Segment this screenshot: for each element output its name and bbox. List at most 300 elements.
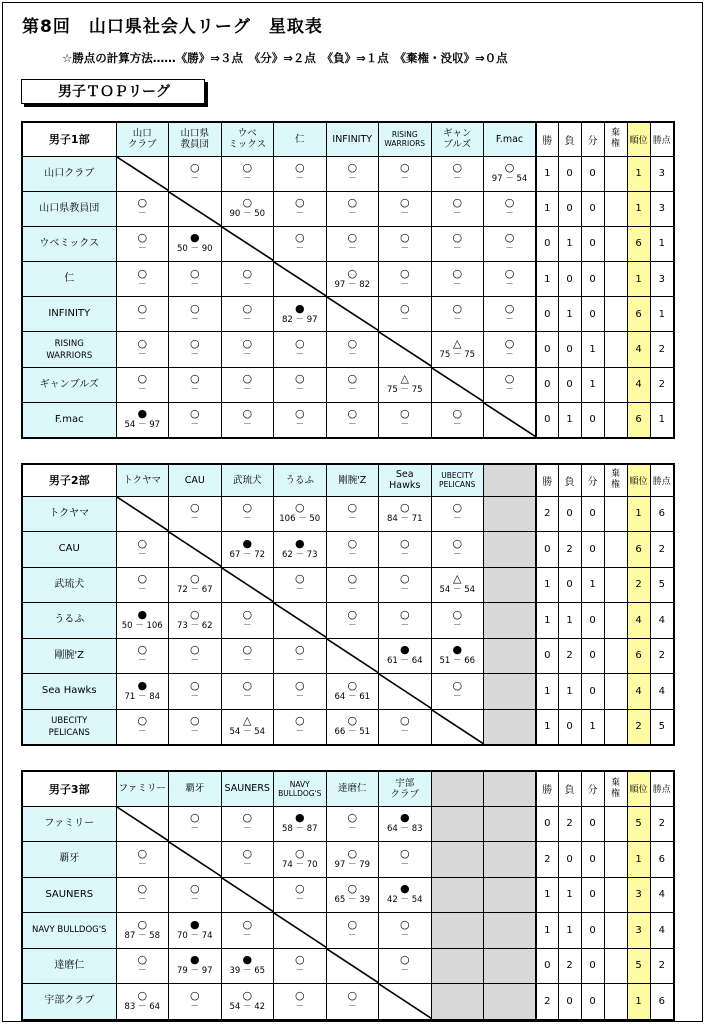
match-score: － [242, 350, 252, 361]
match-score: － [295, 385, 304, 396]
win-mark: ○ [294, 501, 305, 515]
rank-value: 6 [627, 532, 650, 568]
match-result-cell [326, 842, 379, 878]
loss-mark: ● [189, 231, 200, 245]
self-match-cell [431, 709, 484, 745]
match-score: 87 － 58 [124, 930, 161, 941]
rank-value: 6 [627, 402, 650, 438]
match-result-cell [379, 842, 432, 878]
team-row [22, 948, 674, 984]
win-mark: ○ [399, 196, 410, 210]
rank-value: 4 [627, 332, 650, 367]
win-mark: ○ [242, 678, 253, 692]
match-score: － [137, 244, 147, 255]
match-result-cell [484, 226, 537, 261]
loss-mark: ● [294, 811, 305, 825]
match-result-cell [221, 496, 274, 532]
match-score: － [242, 385, 252, 396]
match-score: 61 － 64 [386, 656, 423, 667]
team-row [22, 262, 674, 297]
match-result-cell [274, 638, 327, 674]
unused-cell [484, 877, 537, 913]
opponent-header: 覇牙 [169, 771, 222, 806]
match-score: 97 － 54 [491, 174, 528, 185]
match-score: － [137, 585, 147, 596]
match-result-cell [431, 191, 484, 226]
diagonal-line [484, 403, 536, 437]
match-score: 54 － 42 [229, 1001, 266, 1012]
match-result-cell [116, 877, 169, 913]
match-score: － [242, 514, 252, 525]
win-mark: ○ [137, 372, 148, 386]
win-mark: ○ [137, 953, 148, 967]
win-mark: ○ [137, 572, 148, 586]
draws-value: 1 [581, 709, 604, 745]
losses-value: 0 [558, 842, 581, 878]
stat-header: 負 [558, 122, 581, 156]
match-score: － [242, 279, 252, 290]
unused-cell [484, 638, 537, 674]
unused-cell [484, 567, 537, 603]
match-score: 64 － 61 [334, 691, 371, 702]
match-score: － [347, 930, 357, 941]
stat-header: 勝 [536, 122, 558, 156]
unused-cell [431, 984, 484, 1020]
match-result-cell [221, 913, 274, 949]
match-result-cell [326, 709, 379, 745]
match-score: － [190, 656, 199, 667]
opponent-header: 達磨仁 [326, 771, 379, 806]
win-mark: ○ [399, 953, 410, 967]
points-value: 5 [650, 709, 674, 745]
match-result-cell [274, 877, 327, 913]
draws-value: 0 [581, 496, 604, 532]
draws-value: 0 [581, 191, 604, 226]
match-score: 51 － 66 [439, 656, 476, 667]
self-match-cell [169, 532, 222, 568]
match-score: － [137, 656, 147, 667]
opponent-header: 武琉犬 [221, 464, 274, 496]
wins-value: 1 [536, 603, 558, 639]
losses-value: 0 [558, 262, 581, 297]
draws-value: 0 [581, 674, 604, 710]
diagonal-line [274, 262, 326, 296]
loss-mark: ● [294, 301, 305, 315]
wins-value: 0 [536, 532, 558, 568]
match-result-cell [379, 297, 432, 332]
wins-value: 0 [536, 367, 558, 402]
self-match-cell [326, 297, 379, 332]
match-score: － [190, 824, 199, 835]
unused-cell [484, 948, 537, 984]
wins-value: 1 [536, 877, 558, 913]
match-result-cell [326, 262, 379, 297]
match-score: － [190, 691, 199, 702]
wins-value: 0 [536, 948, 558, 984]
losses-value: 0 [558, 191, 581, 226]
win-mark: ○ [189, 643, 200, 657]
win-mark: ○ [504, 196, 515, 210]
match-result-cell [221, 709, 274, 745]
points-value: 1 [650, 226, 674, 261]
rank-value: 3 [627, 877, 650, 913]
win-mark: ○ [189, 882, 200, 896]
diagonal-line [327, 639, 379, 674]
loss-mark: ● [189, 917, 200, 931]
loss-mark: ● [137, 607, 148, 621]
losses-value: 0 [558, 496, 581, 532]
unused-cell [484, 603, 537, 639]
match-result-cell [116, 638, 169, 674]
win-mark: ○ [294, 161, 305, 175]
match-score: － [190, 895, 199, 906]
draws-value: 0 [581, 156, 604, 191]
league-label-text: 男子ＴＯＰリーグ [58, 84, 170, 100]
win-mark: ○ [347, 501, 358, 515]
loss-mark: ● [189, 953, 200, 967]
match-score: － [295, 966, 304, 977]
points-value: 2 [650, 638, 674, 674]
match-result-cell [379, 156, 432, 191]
match-score: － [242, 859, 252, 870]
stat-header: 棄 権 [604, 122, 627, 156]
rank-value: 6 [627, 638, 650, 674]
team-name: Sea Hawks [22, 674, 116, 710]
losses-value: 0 [558, 156, 581, 191]
diagonal-line [379, 332, 431, 366]
win-mark: ○ [137, 196, 148, 210]
match-result-cell [431, 226, 484, 261]
match-score: 84 － 71 [386, 514, 423, 525]
win-mark: ○ [347, 678, 358, 692]
match-result-cell [326, 984, 379, 1020]
forfeits-value [604, 402, 627, 438]
rank-value: 1 [627, 496, 650, 532]
win-mark: ○ [137, 536, 148, 550]
match-result-cell [379, 948, 432, 984]
stat-header: 棄 権 [604, 464, 627, 496]
win-mark: ○ [399, 607, 410, 621]
self-match-cell [326, 948, 379, 984]
stat-header: 順位 [627, 122, 650, 156]
match-score: － [295, 727, 304, 738]
win-mark: ○ [137, 266, 148, 280]
match-score: － [347, 174, 357, 185]
match-score: 97 － 79 [334, 859, 371, 870]
match-result-cell [379, 191, 432, 226]
wins-value: 2 [536, 496, 558, 532]
unused-cell [431, 913, 484, 949]
team-row [22, 297, 674, 332]
team-row [22, 984, 674, 1020]
win-mark: ○ [189, 811, 200, 825]
match-score: － [400, 279, 409, 290]
win-mark: ○ [294, 678, 305, 692]
match-result-cell [221, 806, 274, 842]
win-mark: ○ [347, 811, 358, 825]
rank-value: 1 [627, 262, 650, 297]
league-label [21, 79, 205, 104]
match-score: 54 － 54 [229, 727, 266, 738]
match-result-cell [169, 567, 222, 603]
team-name: トクヤマ [22, 496, 116, 532]
match-score: － [137, 549, 147, 560]
rank-value: 6 [627, 226, 650, 261]
self-match-cell [169, 842, 222, 878]
match-result-cell [431, 496, 484, 532]
points-value: 6 [650, 496, 674, 532]
match-score: － [242, 691, 252, 702]
win-mark: ○ [137, 846, 148, 860]
loss-mark: ● [294, 536, 305, 550]
win-mark: ○ [347, 161, 358, 175]
match-score: 54 － 97 [124, 420, 161, 431]
win-mark: ○ [294, 337, 305, 351]
match-score: － [295, 420, 304, 431]
match-result-cell [116, 297, 169, 332]
win-mark: ○ [242, 643, 253, 657]
match-score: － [400, 966, 409, 977]
self-match-cell [274, 603, 327, 639]
points-value: 1 [650, 297, 674, 332]
win-mark: ○ [504, 161, 515, 175]
loss-mark: ● [137, 407, 148, 421]
wins-value: 1 [536, 262, 558, 297]
team-row [22, 402, 674, 438]
opponent-header: UBECITY PELICANS [431, 464, 484, 496]
match-result-cell [221, 948, 274, 984]
match-score: － [400, 209, 409, 220]
self-match-cell [484, 402, 537, 438]
win-mark: ○ [242, 501, 253, 515]
match-score: － [137, 385, 147, 396]
match-score: － [400, 859, 409, 870]
match-result-cell [169, 496, 222, 532]
team-name: ウベミックス [22, 226, 116, 261]
team-name: CAU [22, 532, 116, 568]
match-result-cell [379, 367, 432, 402]
standings-table [21, 770, 675, 1021]
match-score: － [295, 585, 304, 596]
match-result-cell [274, 496, 327, 532]
match-score: 39 － 65 [229, 966, 266, 977]
points-value: 2 [650, 532, 674, 568]
rank-value: 4 [627, 367, 650, 402]
points-value: 4 [650, 877, 674, 913]
match-score: － [137, 209, 147, 220]
match-score: － [190, 385, 199, 396]
match-score: － [295, 1001, 304, 1012]
match-score: 72 － 67 [176, 585, 213, 596]
unused-cell [484, 984, 537, 1020]
match-score: － [452, 174, 462, 185]
opponent-header: 剛腕'Z [326, 464, 379, 496]
forfeits-value [604, 913, 627, 949]
match-result-cell [326, 913, 379, 949]
match-result-cell [274, 984, 327, 1020]
win-mark: ○ [399, 917, 410, 931]
match-result-cell [379, 638, 432, 674]
match-score: － [400, 244, 409, 255]
match-score: － [295, 350, 304, 361]
unused-cell [484, 496, 537, 532]
match-score: － [137, 859, 147, 870]
diagonal-line [379, 674, 431, 709]
forfeits-value [604, 156, 627, 191]
match-score: － [190, 1001, 199, 1012]
draw-mark: △ [243, 714, 252, 728]
diagonal-line [169, 842, 221, 877]
match-result-cell [274, 806, 327, 842]
match-score: － [400, 549, 409, 560]
points-value: 2 [650, 806, 674, 842]
forfeits-value [604, 262, 627, 297]
draws-value: 0 [581, 402, 604, 438]
win-mark: ○ [242, 811, 253, 825]
win-mark: ○ [452, 607, 463, 621]
match-score: － [242, 656, 252, 667]
match-result-cell [116, 709, 169, 745]
match-score: － [295, 691, 304, 702]
win-mark: ○ [504, 266, 515, 280]
team-row [22, 156, 674, 191]
diagonal-line [169, 192, 221, 226]
rank-value: 5 [627, 948, 650, 984]
draws-value: 0 [581, 226, 604, 261]
self-match-cell [431, 367, 484, 402]
unused-cell [484, 674, 537, 710]
match-score: 71 － 84 [124, 691, 161, 702]
losses-value: 1 [558, 402, 581, 438]
match-score: － [505, 385, 514, 396]
match-score: 75 － 75 [386, 385, 423, 396]
team-row [22, 842, 674, 878]
match-result-cell [379, 226, 432, 261]
win-mark: ○ [189, 161, 200, 175]
stat-header: 分 [581, 771, 604, 806]
division-name: 男子1部 [22, 122, 116, 156]
draws-value: 0 [581, 532, 604, 568]
losses-value: 1 [558, 226, 581, 261]
match-result-cell [326, 567, 379, 603]
draws-value: 0 [581, 297, 604, 332]
match-score: － [190, 514, 199, 525]
win-mark: ○ [189, 407, 200, 421]
self-match-cell [221, 226, 274, 261]
win-mark: ○ [452, 678, 463, 692]
losses-value: 1 [558, 297, 581, 332]
match-score: 58 － 87 [281, 824, 318, 835]
points-value: 4 [650, 913, 674, 949]
match-score: － [505, 279, 514, 290]
win-mark: ○ [294, 407, 305, 421]
match-result-cell [274, 709, 327, 745]
match-result-cell [484, 156, 537, 191]
win-mark: ○ [137, 337, 148, 351]
win-mark: ○ [452, 536, 463, 550]
wins-value: 0 [536, 226, 558, 261]
rank-value: 6 [627, 297, 650, 332]
team-row [22, 496, 674, 532]
self-match-cell [274, 262, 327, 297]
match-score: － [347, 585, 357, 596]
wins-value: 2 [536, 984, 558, 1020]
match-score: － [190, 314, 199, 325]
match-result-cell [274, 156, 327, 191]
unused-cell [484, 532, 537, 568]
forfeits-value [604, 709, 627, 745]
points-value: 1 [650, 402, 674, 438]
team-name: うるふ [22, 603, 116, 639]
match-score: 83 － 64 [124, 1001, 161, 1012]
points-value: 6 [650, 842, 674, 878]
team-row [22, 674, 674, 710]
team-name: ファミリー [22, 806, 116, 842]
win-mark: ○ [189, 988, 200, 1002]
diagonal-line [432, 710, 484, 745]
win-mark: ○ [242, 846, 253, 860]
match-result-cell [169, 226, 222, 261]
wins-value: 1 [536, 913, 558, 949]
match-result-cell [274, 532, 327, 568]
match-score: － [400, 420, 409, 431]
match-result-cell [326, 877, 379, 913]
stat-header: 順位 [627, 464, 650, 496]
losses-value: 1 [558, 877, 581, 913]
match-score: － [505, 244, 514, 255]
match-result-cell [326, 806, 379, 842]
match-result-cell [221, 984, 274, 1020]
match-score: － [400, 314, 409, 325]
match-score: － [347, 514, 357, 525]
forfeits-value [604, 367, 627, 402]
stat-header: 勝点 [650, 464, 674, 496]
win-mark: ○ [452, 266, 463, 280]
match-result-cell [221, 191, 274, 226]
win-mark: ○ [189, 607, 200, 621]
match-score: － [505, 314, 514, 325]
win-mark: ○ [294, 572, 305, 586]
win-mark: ○ [452, 161, 463, 175]
match-result-cell [274, 226, 327, 261]
match-result-cell [169, 984, 222, 1020]
win-mark: ○ [399, 266, 410, 280]
win-mark: ○ [189, 266, 200, 280]
match-score: － [452, 420, 462, 431]
unused-cell [484, 709, 537, 745]
match-score: － [347, 549, 357, 560]
match-score: 106 － 50 [279, 514, 321, 525]
draw-mark: △ [453, 337, 462, 351]
stat-header: 負 [558, 464, 581, 496]
match-result-cell [274, 191, 327, 226]
draws-value: 0 [581, 984, 604, 1020]
page-title: 第8回 山口県社会人リーグ 星取表 [22, 17, 323, 37]
win-mark: ○ [242, 372, 253, 386]
match-score: － [505, 350, 514, 361]
stat-header: 分 [581, 464, 604, 496]
win-mark: ○ [294, 953, 305, 967]
team-name: 武琉犬 [22, 567, 116, 603]
win-mark: ○ [347, 196, 358, 210]
diagonal-line [117, 157, 169, 191]
match-result-cell [221, 674, 274, 710]
match-result-cell [326, 402, 379, 438]
match-score: － [242, 824, 252, 835]
match-result-cell [116, 842, 169, 878]
match-score: － [137, 895, 147, 906]
win-mark: ○ [347, 917, 358, 931]
